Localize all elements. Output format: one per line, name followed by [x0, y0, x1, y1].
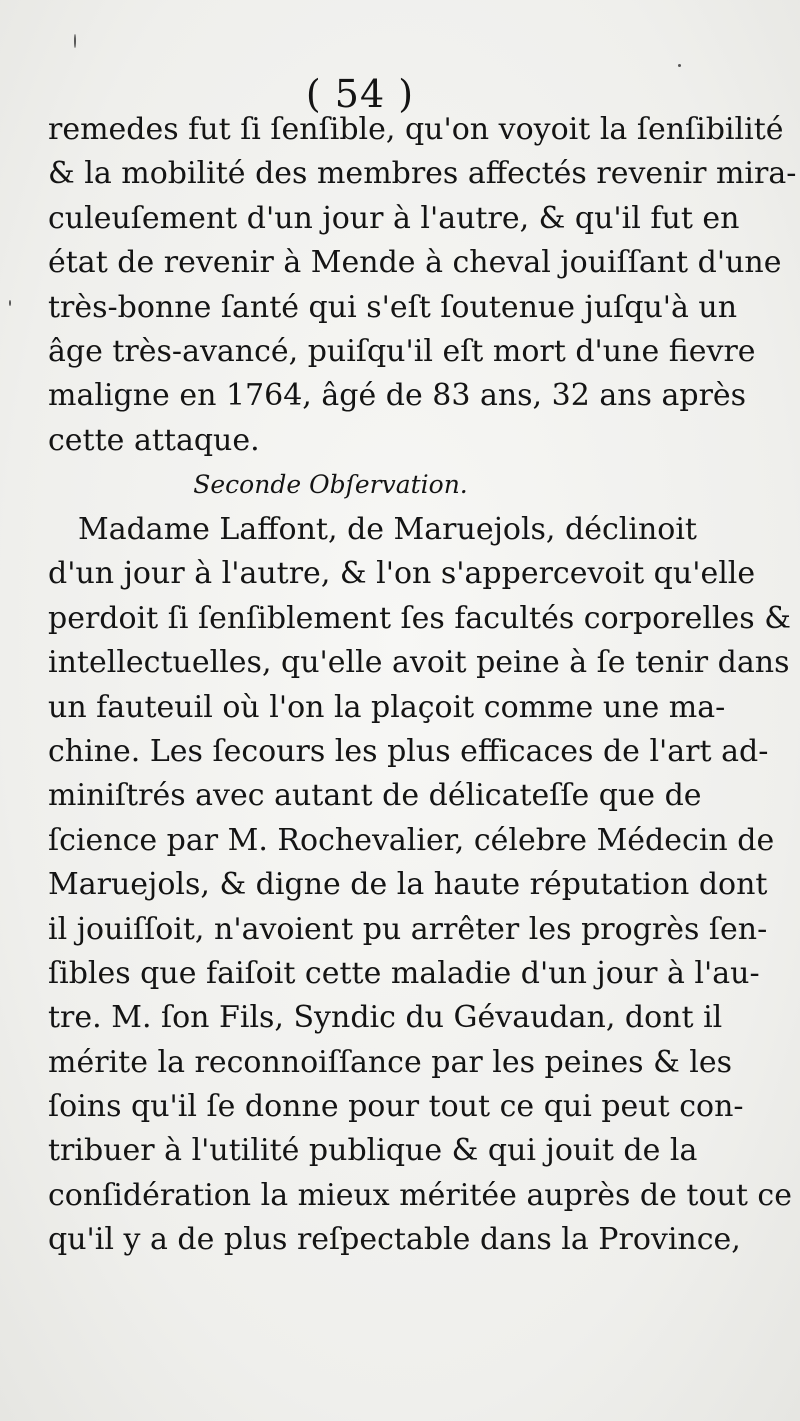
ink-speck — [9, 300, 11, 306]
ink-speck — [678, 64, 681, 67]
text-line: conſidération la mieux méritée auprès de tout ce — [48, 1177, 792, 1213]
text-line: âge très-avancé, puiſqu'il eſt mort d'une fievre — [48, 333, 756, 369]
section-heading-block — [48, 463, 673, 507]
text-line: tre. M. ſon Fils, Syndic du Gévaudan, dont il — [48, 1000, 723, 1036]
text-line: culeuſement d'un jour à l'autre, & qu'il fut en — [48, 200, 740, 236]
text-line: mérite la reconnoiſſance par les peines & les — [48, 1044, 733, 1080]
text-line: ſcience par M. Rochevalier, célebre Médecin de — [48, 822, 775, 858]
text-line: perdoit ſi ſenſiblement ſes facultés corporelles & — [48, 600, 791, 636]
text-line: intellectuelles, qu'elle avoit peine à ſe tenir dans — [48, 645, 790, 681]
paragraph-second — [48, 508, 792, 1263]
text-line: qu'il y a de plus reſpectable dans la Province, — [48, 1222, 741, 1258]
text-line: chine. Les ſecours les plus efficaces de l'art ad- — [48, 733, 769, 769]
text-line: très-bonne ſanté qui s'eſt ſoutenue juſqu'à un — [48, 289, 738, 325]
text-line: état de revenir à Mende à cheval jouiſſant d'une — [48, 245, 782, 281]
text-line: remedes fut ſi ſenſible, qu'on voyoit la ſenſibilité — [48, 112, 784, 147]
text-line: Madame Laffont, de Maruejols, déclinoit — [78, 512, 697, 547]
text-line: Maruejols, & digne de la haute réputation dont — [48, 867, 768, 903]
ink-speck — [74, 34, 76, 48]
section-heading: Seconde Obſervation. — [193, 470, 468, 499]
text-line: & la mobilité des membres affectés revenir mira- — [48, 156, 797, 192]
text-line: un fauteuil où l'on la plaçoit comme une ma- — [48, 689, 726, 725]
text-line: miniſtrés avec autant de délicateſſe que de — [48, 778, 702, 814]
text-line: ſoins qu'il ſe donne pour tout ce qui peut con- — [48, 1089, 744, 1125]
text-line: maligne en 1764, âgé de 83 ans, 32 ans après — [48, 378, 747, 414]
text-line: ſibles que faiſoit cette maladie d'un jour à l'au- — [48, 955, 760, 991]
page-number: ( 54 ) — [305, 72, 415, 116]
text-line: d'un jour à l'autre, & l'on s'appercevoit qu'elle — [48, 556, 756, 592]
text-line: il jouiſſoit, n'avoient pu arrêter les progrès ſen- — [48, 911, 768, 947]
paragraph-first — [48, 108, 797, 463]
text-line: cette attaque. — [48, 422, 260, 458]
text-line: tribuer à l'utilité publique & qui jouit de la — [48, 1133, 698, 1169]
